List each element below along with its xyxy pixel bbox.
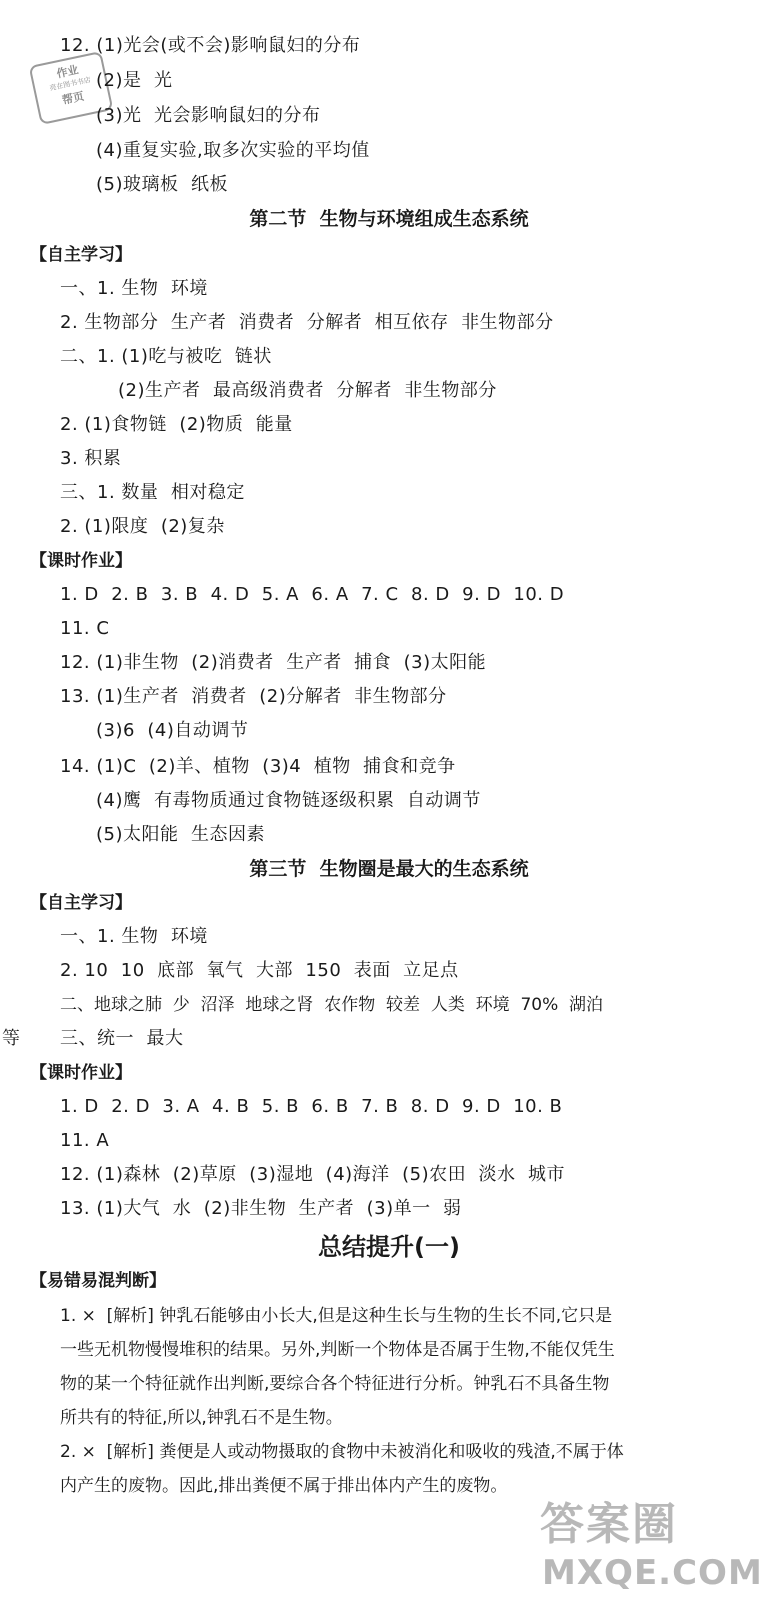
stamp-line-2: 亮在图书书店	[48, 75, 92, 93]
s3-self-study-label: 【自主学习】	[30, 893, 132, 913]
s2-line-b3: 2. (1)食物链 (2)物质 能量	[60, 414, 293, 435]
q12-line-4: (4)重复实验,取多次实验的平均值	[96, 140, 370, 161]
s2-answer-13a: 13. (1)生产者 消费者 (2)分解者 非生物部分	[60, 686, 447, 707]
s2-answers-1-10: 1. D 2. B 3. B 4. D 5. A 6. A 7. C 8. D 9. D 10. D	[60, 584, 565, 605]
q12-line-5: (5)玻璃板 纸板	[96, 174, 228, 195]
judgment-1-line-a: 1. × [解析] 钟乳石能够由小长大,但是这种生长与生物的生长不同,它只是	[60, 1306, 613, 1326]
s3-line-b1: 二、地球之肺 少 沼泽 地球之肾 农作物 较差 人类 环境 70% 湖泊	[60, 995, 604, 1015]
judgment-1-line-b: 一些无机物慢慢堆积的结果。另外,判断一个物体是否属于生物,不能仅凭生	[60, 1340, 615, 1360]
q12-line-1: 12. (1)光会(或不会)影响鼠妇的分布	[60, 35, 361, 56]
s2-line-a2: 2. 生物部分 生产者 消费者 分解者 相互依存 非生物部分	[60, 312, 554, 333]
stamp-line-1: 作业	[55, 63, 80, 81]
s3-line-c1: 三、统一 最大	[60, 1028, 184, 1049]
s3-answers-1-10: 1. D 2. D 3. A 4. B 5. B 6. B 7. B 8. D 9. D 10. B	[60, 1096, 563, 1117]
s2-line-b2: (2)生产者 最高级消费者 分解者 非生物部分	[118, 380, 497, 401]
s2-answer-14c: (5)太阳能 生态因素	[96, 824, 265, 845]
s2-answer-11: 11. C	[60, 618, 110, 639]
s2-line-b4: 3. 积累	[60, 448, 122, 469]
s2-homework-label: 【课时作业】	[30, 551, 132, 571]
s3-line-a2: 2. 10 10 底部 氧气 大部 150 表面 立足点	[60, 960, 459, 981]
s2-line-c1: 三、1. 数量 相对稳定	[60, 482, 245, 503]
s2-answer-14b: (4)鹰 有毒物质通过食物链逐级积累 自动调节	[96, 790, 481, 811]
judgment-1-line-c: 物的某一个特征就作出判断,要综合各个特征进行分析。钟乳石不具备生物	[60, 1374, 610, 1394]
s2-line-c2: 2. (1)限度 (2)复杂	[60, 516, 225, 537]
summary-heading: 总结提升(一)	[318, 1233, 460, 1261]
s3-answer-11: 11. A	[60, 1130, 110, 1151]
error-prone-label: 【易错易混判断】	[30, 1271, 166, 1291]
s3-line-a1: 一、1. 生物 环境	[60, 926, 208, 947]
judgment-1-line-d: 所共有的特征,所以,钟乳石不是生物。	[60, 1408, 343, 1428]
s3-answer-13: 13. (1)大气 水 (2)非生物 生产者 (3)单一 弱	[60, 1198, 462, 1219]
s3-answer-12: 12. (1)森林 (2)草原 (3)湿地 (4)海洋 (5)农田 淡水 城市	[60, 1164, 565, 1185]
q12-line-3: (3)光 光会影响鼠妇的分布	[96, 105, 321, 126]
s2-answer-14a: 14. (1)C (2)羊、植物 (3)4 植物 捕食和竞争	[60, 756, 456, 777]
watermark-text-1: 答案圈	[540, 1499, 678, 1550]
margin-character: 等	[2, 1028, 20, 1049]
section-2-heading: 第二节 生物与环境组成生态系统	[249, 208, 529, 230]
q12-line-2: (2)是 光	[96, 70, 173, 91]
judgment-2-line-b: 内产生的废物。因此,排出粪便不属于排出体内产生的废物。	[60, 1476, 508, 1496]
s2-self-study-label: 【自主学习】	[30, 245, 132, 265]
watermark-text-2: MXQE.COM	[542, 1553, 763, 1593]
s3-homework-label: 【课时作业】	[30, 1063, 132, 1083]
s2-line-b1: 二、1. (1)吃与被吃 链状	[60, 346, 272, 367]
stamp-line-3: 帮页	[61, 89, 86, 107]
s2-answer-13b: (3)6 (4)自动调节	[96, 720, 249, 741]
s2-line-a1: 一、1. 生物 环境	[60, 278, 208, 299]
s2-answer-12: 12. (1)非生物 (2)消费者 生产者 捕食 (3)太阳能	[60, 652, 487, 673]
section-3-heading: 第三节 生物圈是最大的生态系统	[249, 858, 529, 880]
site-watermark	[540, 1500, 772, 1596]
judgment-2-line-a: 2. × [解析] 粪便是人或动物摄取的食物中未被消化和吸收的残渣,不属于体	[60, 1442, 624, 1462]
